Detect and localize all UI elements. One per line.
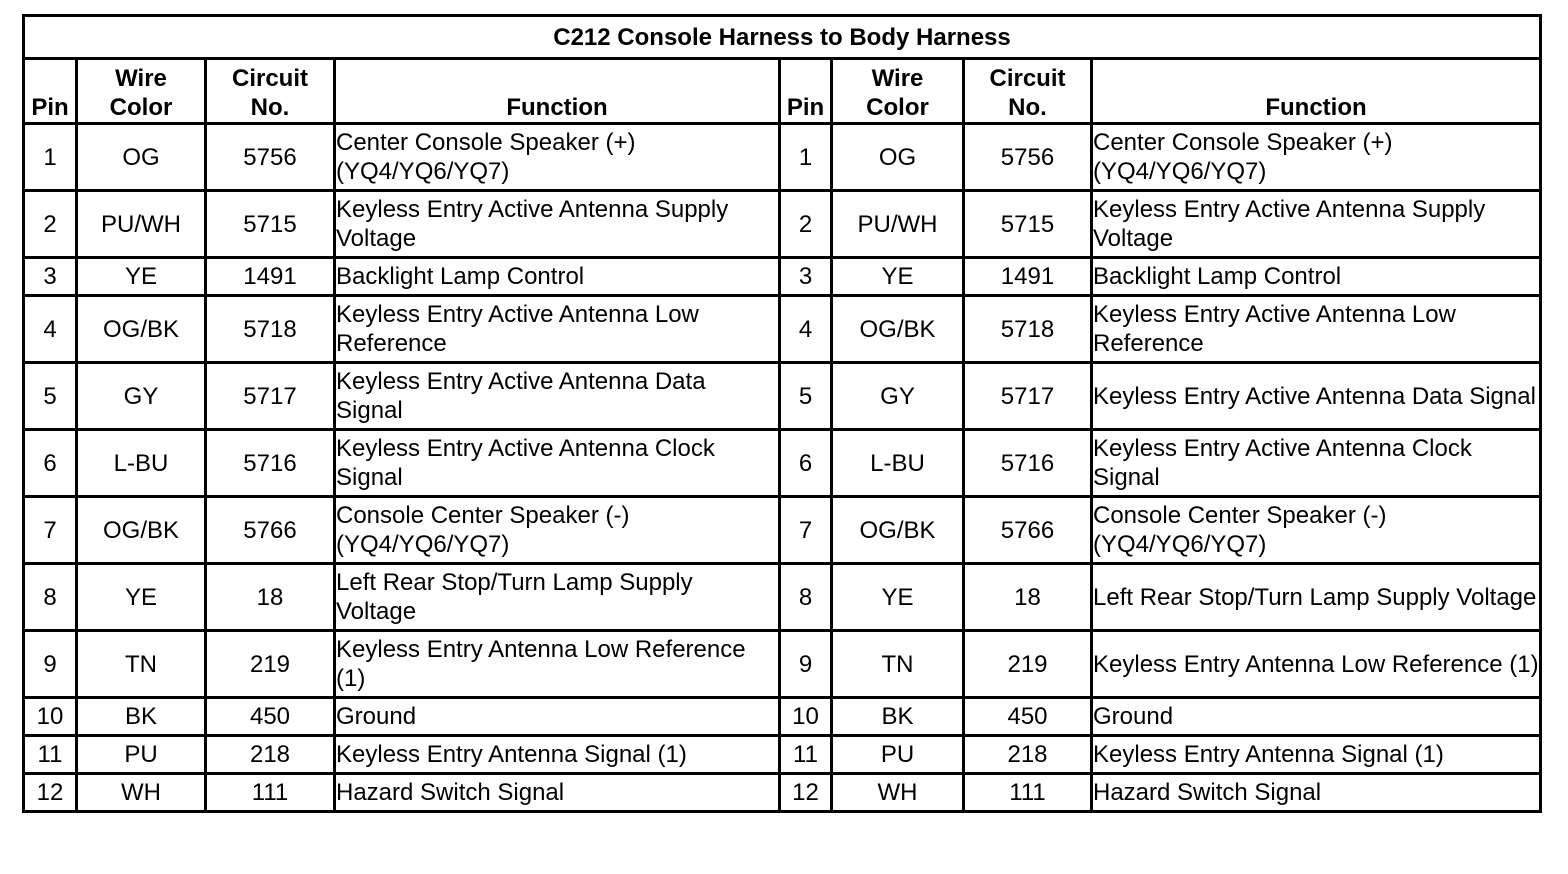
wire-color-cell: GY xyxy=(77,363,206,430)
pin-cell: 4 xyxy=(24,296,77,363)
wire-color-cell: PU/WH xyxy=(77,191,206,258)
wire-color-cell: L-BU xyxy=(832,430,964,497)
table-row xyxy=(24,631,1541,698)
table-row xyxy=(24,258,1541,296)
circuit-cell: 5756 xyxy=(206,124,335,191)
circuit-cell: 5715 xyxy=(206,191,335,258)
wire-color-cell: OG/BK xyxy=(832,296,964,363)
function-cell: Keyless Entry Active Antenna Low Reference xyxy=(1092,296,1541,363)
table-row xyxy=(24,736,1541,774)
pin-cell: 10 xyxy=(780,698,832,736)
pin-cell: 3 xyxy=(780,258,832,296)
circuit-cell: 450 xyxy=(206,698,335,736)
pin-cell: 8 xyxy=(780,564,832,631)
pin-cell: 6 xyxy=(24,430,77,497)
pin-cell: 7 xyxy=(780,497,832,564)
wire-color-cell: PU xyxy=(832,736,964,774)
circuit-cell: 5718 xyxy=(206,296,335,363)
circuit-cell: 5766 xyxy=(964,497,1092,564)
wire-color-cell: YE xyxy=(832,258,964,296)
table-row xyxy=(24,564,1541,631)
circuit-cell: 219 xyxy=(964,631,1092,698)
function-cell: Keyless Entry Active Antenna Data Signal xyxy=(335,363,780,430)
circuit-cell: 219 xyxy=(206,631,335,698)
function-cell: Keyless Entry Active Antenna Supply Voltage xyxy=(1092,191,1541,258)
pin-cell: 11 xyxy=(24,736,77,774)
table-row xyxy=(24,774,1541,812)
header-pin: Pin xyxy=(780,59,832,124)
function-cell: Left Rear Stop/Turn Lamp Supply Voltage xyxy=(1092,564,1541,631)
function-cell: Keyless Entry Active Antenna Supply Voltage xyxy=(335,191,780,258)
pin-cell: 2 xyxy=(24,191,77,258)
function-cell: Keyless Entry Antenna Low Reference (1) xyxy=(1092,631,1541,698)
header-pin: Pin xyxy=(24,59,77,124)
circuit-cell: 5717 xyxy=(964,363,1092,430)
pin-cell: 12 xyxy=(780,774,832,812)
function-cell: Center Console Speaker (+) (YQ4/YQ6/YQ7) xyxy=(335,124,780,191)
header-function: Function xyxy=(335,59,780,124)
circuit-cell: 5718 xyxy=(964,296,1092,363)
circuit-cell: 218 xyxy=(964,736,1092,774)
function-cell: Console Center Speaker (-) (YQ4/YQ6/YQ7) xyxy=(335,497,780,564)
function-cell: Keyless Entry Active Antenna Clock Signal xyxy=(335,430,780,497)
function-cell: Hazard Switch Signal xyxy=(335,774,780,812)
function-cell: Keyless Entry Antenna Low Reference (1) xyxy=(335,631,780,698)
function-cell: Keyless Entry Antenna Signal (1) xyxy=(1092,736,1541,774)
circuit-cell: 111 xyxy=(206,774,335,812)
circuit-cell: 111 xyxy=(964,774,1092,812)
header-function: Function xyxy=(1092,59,1541,124)
pin-cell: 2 xyxy=(780,191,832,258)
table-row xyxy=(24,497,1541,564)
wire-color-cell: OG/BK xyxy=(832,497,964,564)
table-row xyxy=(24,698,1541,736)
header-circuit-no: Circuit No. xyxy=(964,59,1092,124)
wire-color-cell: PU/WH xyxy=(832,191,964,258)
circuit-cell: 18 xyxy=(964,564,1092,631)
table-row xyxy=(24,124,1541,191)
header-wire-color: Wire Color xyxy=(832,59,964,124)
pin-cell: 6 xyxy=(780,430,832,497)
table-title: C212 Console Harness to Body Harness xyxy=(24,16,1541,59)
table-row xyxy=(24,363,1541,430)
pin-cell: 8 xyxy=(24,564,77,631)
wire-color-cell: BK xyxy=(77,698,206,736)
pin-cell: 1 xyxy=(780,124,832,191)
table-row xyxy=(24,430,1541,497)
function-cell: Keyless Entry Active Antenna Data Signal xyxy=(1092,363,1541,430)
pin-cell: 4 xyxy=(780,296,832,363)
wire-color-cell: OG/BK xyxy=(77,296,206,363)
connector-pinout-table xyxy=(22,14,1542,813)
wire-color-cell: WH xyxy=(77,774,206,812)
wire-color-cell: PU xyxy=(77,736,206,774)
circuit-cell: 5716 xyxy=(206,430,335,497)
wire-color-cell: GY xyxy=(832,363,964,430)
function-cell: Keyless Entry Antenna Signal (1) xyxy=(335,736,780,774)
circuit-cell: 5717 xyxy=(206,363,335,430)
wire-color-cell: OG/BK xyxy=(77,497,206,564)
function-cell: Left Rear Stop/Turn Lamp Supply Voltage xyxy=(335,564,780,631)
connector-table-sheet xyxy=(22,14,1539,813)
wire-color-cell: TN xyxy=(832,631,964,698)
circuit-cell: 5715 xyxy=(964,191,1092,258)
pin-cell: 9 xyxy=(24,631,77,698)
circuit-cell: 450 xyxy=(964,698,1092,736)
circuit-cell: 5766 xyxy=(206,497,335,564)
pin-cell: 7 xyxy=(24,497,77,564)
function-cell: Keyless Entry Active Antenna Clock Signal xyxy=(1092,430,1541,497)
table-body xyxy=(24,124,1541,812)
wire-color-cell: YE xyxy=(77,564,206,631)
pin-cell: 9 xyxy=(780,631,832,698)
function-cell: Hazard Switch Signal xyxy=(1092,774,1541,812)
function-cell: Backlight Lamp Control xyxy=(335,258,780,296)
wire-color-cell: L-BU xyxy=(77,430,206,497)
circuit-cell: 5716 xyxy=(964,430,1092,497)
wire-color-cell: YE xyxy=(832,564,964,631)
pin-cell: 5 xyxy=(24,363,77,430)
circuit-cell: 1491 xyxy=(206,258,335,296)
header-wire-color: Wire Color xyxy=(77,59,206,124)
pin-cell: 1 xyxy=(24,124,77,191)
table-row xyxy=(24,191,1541,258)
circuit-cell: 218 xyxy=(206,736,335,774)
function-cell: Ground xyxy=(335,698,780,736)
pin-cell: 5 xyxy=(780,363,832,430)
function-cell: Ground xyxy=(1092,698,1541,736)
pin-cell: 3 xyxy=(24,258,77,296)
wire-color-cell: BK xyxy=(832,698,964,736)
circuit-cell: 1491 xyxy=(964,258,1092,296)
circuit-cell: 5756 xyxy=(964,124,1092,191)
pin-cell: 12 xyxy=(24,774,77,812)
wire-color-cell: OG xyxy=(77,124,206,191)
header-circuit-no: Circuit No. xyxy=(206,59,335,124)
function-cell: Center Console Speaker (+) (YQ4/YQ6/YQ7) xyxy=(1092,124,1541,191)
pin-cell: 11 xyxy=(780,736,832,774)
wire-color-cell: TN xyxy=(77,631,206,698)
pin-cell: 10 xyxy=(24,698,77,736)
function-cell: Console Center Speaker (-) (YQ4/YQ6/YQ7) xyxy=(1092,497,1541,564)
wire-color-cell: WH xyxy=(832,774,964,812)
wire-color-cell: YE xyxy=(77,258,206,296)
function-cell: Backlight Lamp Control xyxy=(1092,258,1541,296)
table-row xyxy=(24,296,1541,363)
function-cell: Keyless Entry Active Antenna Low Reference xyxy=(335,296,780,363)
circuit-cell: 18 xyxy=(206,564,335,631)
wire-color-cell: OG xyxy=(832,124,964,191)
